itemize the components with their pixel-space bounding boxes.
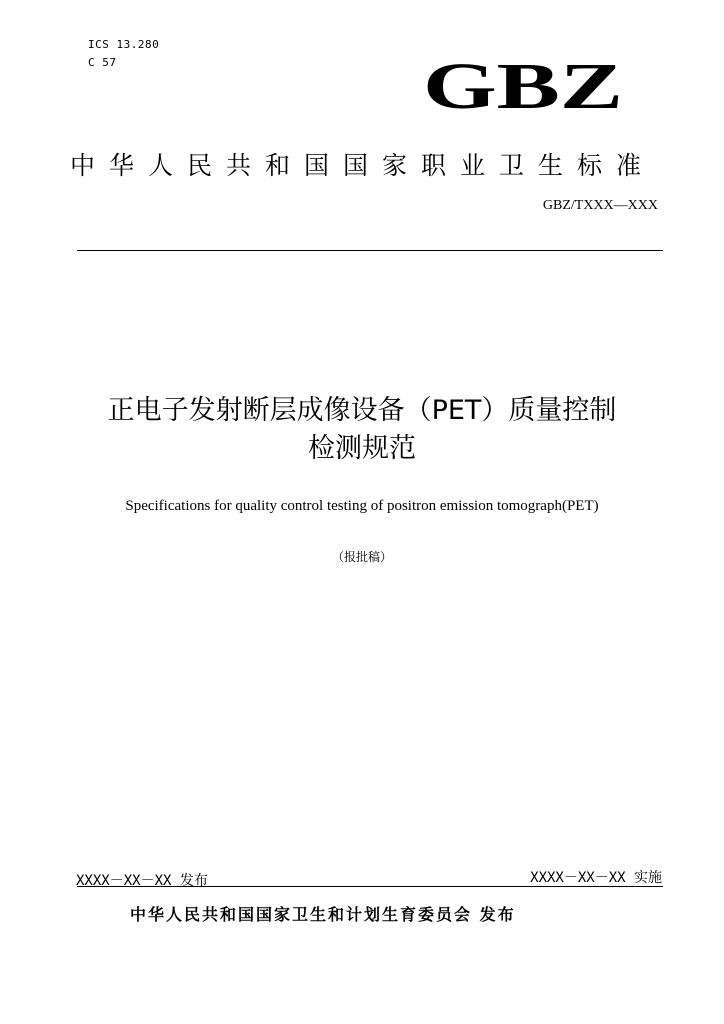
gbz-logo <box>420 50 626 122</box>
title-line-1: 正电子发射断层成像设备（PET）质量控制 <box>107 395 617 426</box>
gbz-logo-text: GBZ <box>423 50 623 122</box>
ccs-code: C 57 <box>88 56 117 69</box>
publisher: 中华人民共和国国家卫生和计划生育委员会 发布 <box>130 905 516 924</box>
standard-number: GBZ/TXXX—XXX <box>542 198 658 213</box>
draft-status: （报批稿） <box>331 550 392 564</box>
title-line-2: 检测规范 <box>308 433 416 464</box>
document-title <box>0 392 724 468</box>
english-title: Specifications for quality control testing of positron emission tomograph(PET) <box>125 498 599 514</box>
classification-codes <box>88 36 159 72</box>
footer-divider <box>77 886 663 887</box>
implement-date: XXXX－XX－XX 实施 <box>530 870 662 886</box>
header-divider <box>77 250 663 251</box>
ics-code: ICS 13.280 <box>88 38 160 51</box>
publish-date: XXXX－XX－XX 发布 <box>76 873 208 889</box>
org-title: 中华人民共和国国家职业卫生标准 <box>70 151 656 180</box>
